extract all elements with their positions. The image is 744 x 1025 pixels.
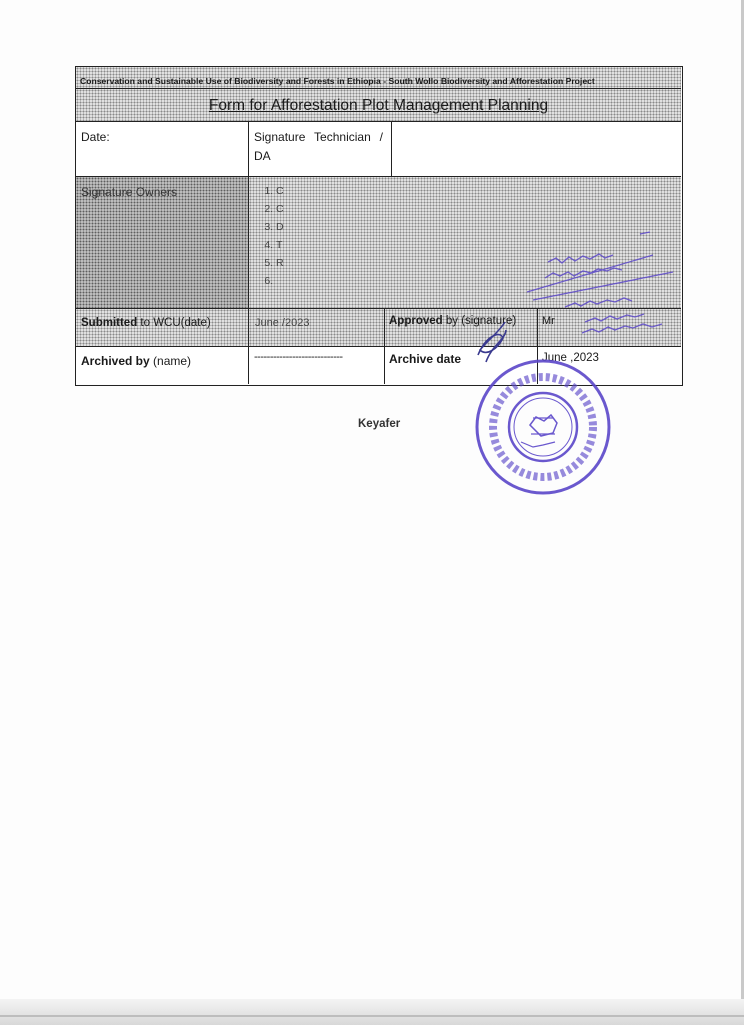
archived-by-label-rest: (name) [149,354,192,368]
archived-by-label-bold: Archived by [81,354,150,368]
round-seal-stamp [477,361,609,493]
form-title-text: Form for Afforestation Plot Management Planning [208,97,549,114]
archived-by-field[interactable]: ---------------------------- [249,347,385,384]
footer-name: Keyafer [358,418,401,430]
archive-date-label: Archive date [385,347,538,384]
owner-item: 5. R [276,254,681,272]
submitted-label-bold: Submitted [81,317,138,329]
owner-item: 1. C [276,182,681,200]
owners-label: Signature Owners [76,177,249,309]
project-header: Conservation and Sustainable Use of Biodiversity and Forests in Ethiopia - South Wollo Biodiversity and Afforestation Project [76,67,681,89]
submitted-date-field[interactable]: June /2023 [249,309,385,347]
archive-date-field[interactable]: June ,2023 [538,347,681,384]
signature-scribble [478,322,506,362]
rectangular-stamp-mark [527,232,673,333]
technician-signature-label: Signature Technician / DA [249,122,392,177]
approved-signature-field[interactable]: Mr [538,309,681,347]
submitted-label-rest: to WCU(date) [137,317,211,329]
approved-label-bold: Approved [389,315,443,327]
owner-item: 3. D [276,218,681,236]
owner-item: 4. T [276,236,681,254]
approved-label-rest: by (signature) [442,315,517,327]
date-label: Date: [81,130,110,144]
owner-item: 2. C [276,200,681,218]
